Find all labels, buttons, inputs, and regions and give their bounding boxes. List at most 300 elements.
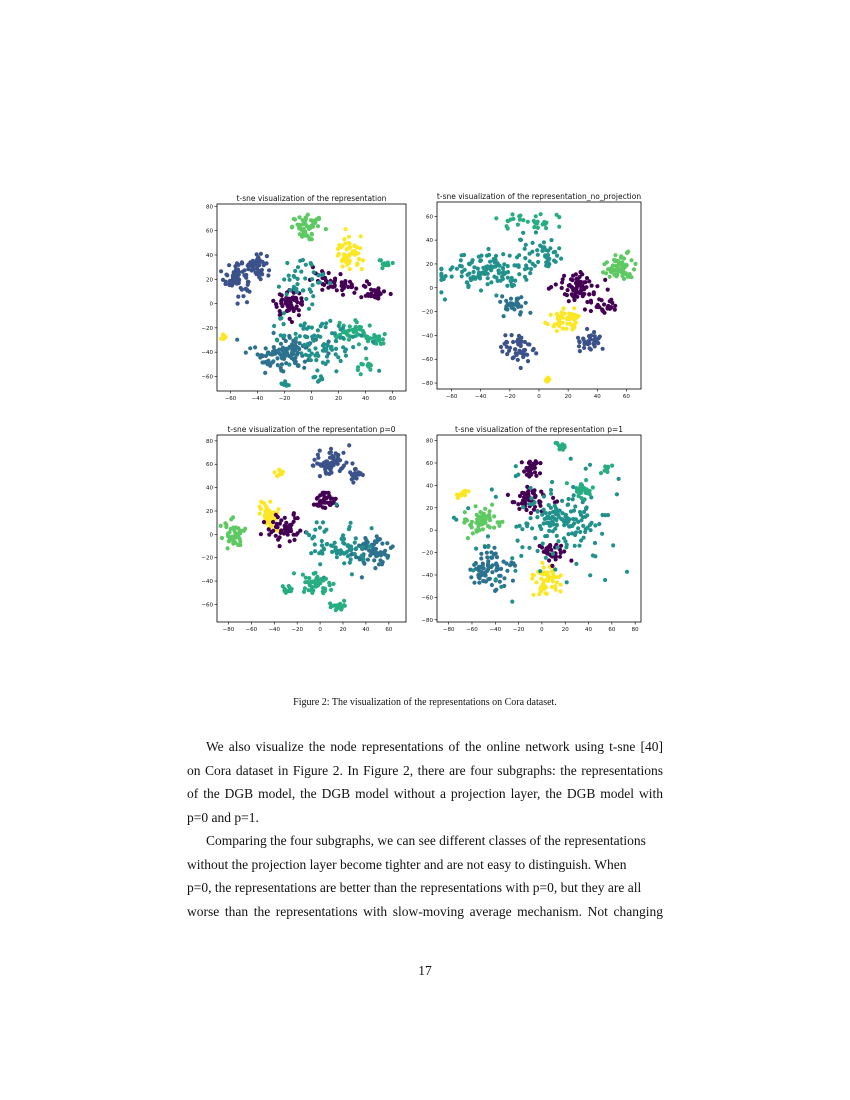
scatter-point: [282, 277, 286, 281]
scatter-point: [347, 261, 351, 265]
scatter-point: [288, 317, 292, 321]
scatter-point: [600, 298, 604, 302]
y-tick-label: 20: [426, 261, 433, 268]
scatter-point: [473, 275, 477, 279]
scatter-point: [307, 237, 311, 241]
scatter-point: [540, 249, 544, 253]
scatter-point: [533, 536, 537, 540]
scatter-point: [382, 289, 386, 293]
scatter-point: [313, 549, 317, 553]
scatter-point: [555, 545, 559, 549]
scatter-point: [486, 534, 490, 538]
scatter-point: [368, 544, 372, 548]
scatter-point: [555, 213, 559, 217]
scatter-point: [527, 546, 531, 550]
scatter-point: [519, 336, 523, 340]
scatter-point: [327, 581, 331, 585]
scatter-point: [571, 485, 575, 489]
scatter-point: [342, 464, 346, 468]
scatter-point: [339, 548, 343, 552]
scatter-point: [582, 286, 586, 290]
scatter-point: [531, 241, 535, 245]
scatter-point: [301, 288, 305, 292]
scatter-point: [523, 256, 527, 260]
scatter-point: [231, 526, 235, 530]
scatter-point: [554, 588, 558, 592]
scatter-point: [463, 268, 467, 272]
chart-top-right: [420, 190, 645, 405]
scatter-point: [324, 321, 328, 325]
scatter-point: [559, 589, 563, 593]
scatter-point: [321, 591, 325, 595]
scatter-point: [522, 469, 526, 473]
scatter-point: [224, 523, 228, 527]
scatter-point: [572, 493, 576, 497]
chart-top-left: [200, 192, 410, 407]
scatter-point: [301, 222, 305, 226]
scatter-point: [332, 460, 336, 464]
scatter-point: [327, 494, 331, 498]
scatter-point: [277, 285, 281, 289]
scatter-point: [617, 477, 621, 481]
scatter-point: [526, 220, 530, 224]
chart-bottom-left: [200, 423, 410, 638]
scatter-point: [310, 302, 314, 306]
scatter-point: [584, 527, 588, 531]
scatter-point: [349, 521, 353, 525]
scatter-point: [292, 538, 296, 542]
scatter-point: [296, 531, 300, 535]
scatter-point: [262, 520, 266, 524]
scatter-point: [259, 252, 263, 256]
scatter-point: [546, 264, 550, 268]
scatter-point: [510, 600, 514, 604]
scatter-point: [613, 308, 617, 312]
scatter-point: [339, 467, 343, 471]
scatter-point: [501, 266, 505, 270]
scatter-point: [478, 574, 482, 578]
scatter-point: [318, 500, 322, 504]
scatter-point: [302, 343, 306, 347]
y-tick-label: −20: [201, 325, 213, 332]
scatter-point: [350, 461, 354, 465]
scatter-point: [347, 443, 351, 447]
scatter-point: [542, 565, 546, 569]
scatter-point: [552, 259, 556, 263]
scatter-point: [270, 352, 274, 356]
scatter-point: [591, 485, 595, 489]
scatter-point: [608, 275, 612, 279]
scatter-point: [524, 243, 528, 247]
scatter-point: [348, 324, 352, 328]
scatter-point: [501, 271, 505, 275]
paragraph-line: p=0, the representations are better than the representations with p=0, but they are all: [187, 880, 642, 895]
scatter-point: [510, 212, 514, 216]
scatter-point: [258, 512, 262, 516]
scatter-point: [576, 494, 580, 498]
scatter-point: [284, 528, 288, 532]
scatter-point: [283, 587, 287, 591]
scatter-point: [341, 451, 345, 455]
scatter-point: [570, 531, 574, 535]
scatter-point: [508, 346, 512, 350]
scatter-point: [343, 330, 347, 334]
scatter-point: [360, 554, 364, 558]
scatter-point: [321, 343, 325, 347]
scatter-point: [477, 568, 481, 572]
scatter-point: [334, 502, 338, 506]
x-tick-label: −60: [224, 396, 237, 402]
scatter-point: [476, 524, 480, 528]
scatter-point: [563, 312, 567, 316]
y-tick-label: −60: [201, 602, 213, 609]
y-tick-label: 40: [426, 238, 433, 245]
scatter-point: [492, 526, 496, 530]
scatter-point: [267, 268, 271, 272]
scatter-point: [502, 314, 506, 318]
scatter-point: [263, 509, 267, 513]
scatter-point: [350, 472, 354, 476]
scatter-point: [376, 288, 380, 292]
scatter-point: [262, 263, 266, 267]
scatter-point: [485, 569, 489, 573]
scatter-point: [272, 345, 276, 349]
scatter-point: [268, 500, 272, 504]
paragraph-1: [187, 735, 663, 829]
scatter-point: [304, 297, 308, 301]
scatter-point: [472, 563, 476, 567]
scatter-point: [568, 517, 572, 521]
scatter-point: [494, 561, 498, 565]
scatter-point: [506, 219, 510, 223]
scatter-point: [626, 275, 630, 279]
scatter-point: [298, 259, 302, 263]
scatter-point: [328, 456, 332, 460]
scatter-point: [568, 322, 572, 326]
scatter-point: [293, 269, 297, 273]
scatter-point: [523, 275, 527, 279]
x-tick-label: 60: [608, 627, 616, 633]
scatter-point: [307, 348, 311, 352]
scatter-point: [472, 270, 476, 274]
scatter-point: [593, 541, 597, 545]
scatter-point: [544, 572, 548, 576]
y-tick-label: −60: [201, 374, 213, 381]
scatter-point: [537, 592, 541, 596]
x-tick-label: 0: [318, 627, 322, 633]
scatter-point: [600, 532, 604, 536]
scatter-point: [535, 461, 539, 465]
scatter-point: [292, 533, 296, 537]
scatter-point: [538, 569, 542, 573]
scatter-point: [459, 258, 463, 262]
scatter-point: [247, 290, 251, 294]
scatter-point: [492, 257, 496, 261]
scatter-point: [597, 522, 601, 526]
scatter-point: [360, 575, 364, 579]
scatter-point: [315, 461, 319, 465]
scatter-point: [486, 577, 490, 581]
scatter-point: [352, 291, 356, 295]
scatter-point: [626, 250, 630, 254]
scatter-point: [353, 474, 357, 478]
scatter-point: [358, 327, 362, 331]
scatter-point: [511, 356, 515, 360]
scatter-point: [350, 477, 354, 481]
scatter-point: [255, 257, 259, 261]
scatter-point: [246, 280, 250, 284]
scatter-point: [518, 350, 522, 354]
scatter-point: [264, 346, 268, 350]
scatter-point: [383, 552, 387, 556]
scatter-point: [288, 288, 292, 292]
y-tick-label: 0: [429, 285, 433, 292]
scatter-point: [317, 217, 321, 221]
scatter-point: [517, 507, 521, 511]
scatter-point: [288, 523, 292, 527]
scatter-point: [323, 506, 327, 510]
scatter-point: [492, 265, 496, 269]
scatter-point: [516, 358, 520, 362]
scatter-point: [540, 245, 544, 249]
scatter-point: [547, 558, 551, 562]
scatter-point: [581, 487, 585, 491]
scatter-point: [569, 277, 573, 281]
scatter-point: [573, 504, 577, 508]
scatter-point: [313, 346, 317, 350]
scatter-point: [329, 464, 333, 468]
scatter-point: [584, 467, 588, 471]
scatter-point: [481, 266, 485, 270]
scatter-point: [578, 340, 582, 344]
scatter-point: [350, 572, 354, 576]
scatter-point: [521, 498, 525, 502]
chart-title: t-sne visualization of the representation_no_projection: [436, 192, 642, 201]
scatter-point: [570, 312, 574, 316]
scatter-point: [241, 294, 245, 298]
scatter-point: [324, 227, 328, 231]
x-tick-label: 80: [631, 627, 639, 633]
scatter-point: [235, 338, 239, 342]
scatter-point: [527, 502, 531, 506]
scatter-point: [534, 214, 538, 218]
scatter-point: [346, 333, 350, 337]
scatter-point: [574, 272, 578, 276]
scatter-point: [370, 526, 374, 530]
scatter-point: [315, 497, 319, 501]
scatter-point: [321, 272, 325, 276]
scatter-point: [302, 234, 306, 238]
scatter-point: [271, 520, 275, 524]
scatter-point: [565, 580, 569, 584]
scatter-point: [361, 258, 365, 262]
scatter-point: [341, 293, 345, 297]
scatter-point: [259, 532, 263, 536]
scatter-point: [439, 272, 443, 276]
scatter-point: [555, 254, 559, 258]
scatter-point: [555, 511, 559, 515]
scatter-point: [511, 579, 515, 583]
scatter-point: [530, 526, 534, 530]
scatter-point: [238, 537, 242, 541]
x-tick-label: 60: [622, 394, 630, 400]
scatter-point: [279, 316, 283, 320]
scatter-point: [349, 548, 353, 552]
y-tick-label: −40: [421, 333, 433, 340]
scatter-point: [466, 536, 470, 540]
scatter-point: [293, 297, 297, 301]
scatter-point: [231, 542, 235, 546]
x-tick-label: 20: [335, 396, 342, 402]
scatter-point: [338, 327, 342, 331]
scatter-point: [221, 337, 225, 341]
scatter-point: [576, 520, 580, 524]
scatter-point: [327, 472, 331, 476]
y-tick-label: 20: [206, 508, 213, 515]
scatter-point: [276, 538, 280, 542]
scatter-point: [483, 272, 487, 276]
scatter-point: [526, 359, 530, 363]
scatter-point: [559, 257, 563, 261]
x-tick-label: −20: [278, 396, 291, 402]
scatter-point: [242, 268, 246, 272]
scatter-point: [460, 274, 464, 278]
scatter-point: [302, 366, 306, 370]
scatter-point: [589, 495, 593, 499]
scatter-point: [619, 262, 623, 266]
scatter-point: [603, 278, 607, 282]
scatter-point: [543, 255, 547, 259]
scatter-point: [287, 334, 291, 338]
scatter-point: [574, 562, 578, 566]
scatter-point: [601, 347, 605, 351]
scatter-point: [511, 217, 515, 221]
scatter-point: [530, 250, 534, 254]
scatter-point: [558, 555, 562, 559]
scatter-point: [530, 577, 534, 581]
y-tick-label: 60: [426, 460, 433, 467]
scatter-point: [300, 303, 304, 307]
scatter-point: [329, 450, 333, 454]
scatter-point: [318, 526, 322, 530]
x-tick-label: 40: [362, 396, 369, 402]
scatter-point: [309, 225, 313, 229]
scatter-point: [280, 362, 284, 366]
scatter-point: [524, 301, 528, 305]
scatter-point: [579, 513, 583, 517]
scatter-point: [563, 515, 567, 519]
scatter-point: [318, 474, 322, 478]
scatter-point: [571, 317, 575, 321]
scatter-point: [243, 287, 247, 291]
scatter-point: [283, 516, 287, 520]
scatter-point: [510, 556, 514, 560]
x-tick-label: 40: [362, 627, 370, 633]
paragraph-line: Comparing the four subgraphs, we can see different classes of the representations: [206, 833, 646, 848]
scatter-point: [334, 369, 338, 373]
scatter-point: [548, 511, 552, 515]
scatter-point: [346, 554, 350, 558]
scatter-point: [559, 444, 563, 448]
scatter-point: [589, 300, 593, 304]
scatter-point: [284, 339, 288, 343]
scatter-point: [282, 311, 286, 315]
scatter-point: [333, 284, 337, 288]
scatter-point: [352, 244, 356, 248]
scatter-point: [472, 265, 476, 269]
scatter-point: [334, 347, 338, 351]
scatter-point: [620, 274, 624, 278]
scatter-point: [518, 214, 522, 218]
scatter-point: [551, 529, 555, 533]
x-tick-label: −40: [251, 396, 264, 402]
scatter-point: [345, 254, 349, 258]
scatter-point: [470, 260, 474, 264]
paragraph-line: We also visualize the node representations of the online network using t-sne [40]: [206, 739, 663, 754]
scatter-point: [583, 307, 587, 311]
scatter-point: [334, 335, 338, 339]
scatter-point: [353, 249, 357, 253]
scatter-point: [320, 543, 324, 547]
scatter-point: [547, 529, 551, 533]
scatter-point: [625, 570, 629, 574]
x-tick-label: −20: [291, 627, 303, 633]
scatter-point: [329, 605, 333, 609]
scatter-point: [521, 231, 525, 235]
scatter-point: [510, 306, 514, 310]
paragraph-line: on Cora dataset in Figure 2. In Figure 2, there are four subgraphs: the representations: [187, 762, 663, 778]
x-tick-label: −20: [512, 627, 525, 633]
scatter-point: [510, 284, 514, 288]
paragraph-line: of the DGB model, the DGB model without a projection layer, the DGB model with: [187, 786, 663, 801]
scatter-point: [342, 552, 346, 556]
scatter-point: [268, 512, 272, 516]
scatter-point: [316, 328, 320, 332]
scatter-point: [348, 267, 352, 271]
scatter-point: [357, 342, 361, 346]
paragraph-line: worse than the representations with slow-moving average mechanism. Not changing: [187, 903, 663, 919]
scatter-point: [466, 506, 470, 510]
scatter-point: [299, 351, 303, 355]
scatter-point: [578, 270, 582, 274]
scatter-point: [312, 339, 316, 343]
scatter-point: [521, 505, 525, 509]
scatter-point: [561, 327, 565, 331]
scatter-point: [601, 270, 605, 274]
scatter-point: [542, 508, 546, 512]
scatter-point: [542, 550, 546, 554]
scatter-point: [508, 301, 512, 305]
scatter-point: [271, 529, 275, 533]
scatter-point: [278, 544, 282, 548]
scatter-point: [482, 579, 486, 583]
scatter-point: [258, 505, 262, 509]
scatter-point: [302, 590, 306, 594]
scatter-point: [566, 288, 570, 292]
scatter-point: [334, 548, 338, 552]
x-tick-label: 20: [561, 627, 569, 633]
scatter-point: [544, 221, 548, 225]
chart-title: t-sne visualization of the representation: [236, 194, 387, 203]
scatter-point: [219, 524, 223, 528]
scatter-point: [490, 570, 494, 574]
scatter-point: [488, 260, 492, 264]
scatter-point: [576, 489, 580, 493]
scatter-point: [324, 348, 328, 352]
scatter-point: [236, 302, 240, 306]
scatter-point: [285, 261, 289, 265]
x-tick-label: −40: [474, 394, 487, 400]
